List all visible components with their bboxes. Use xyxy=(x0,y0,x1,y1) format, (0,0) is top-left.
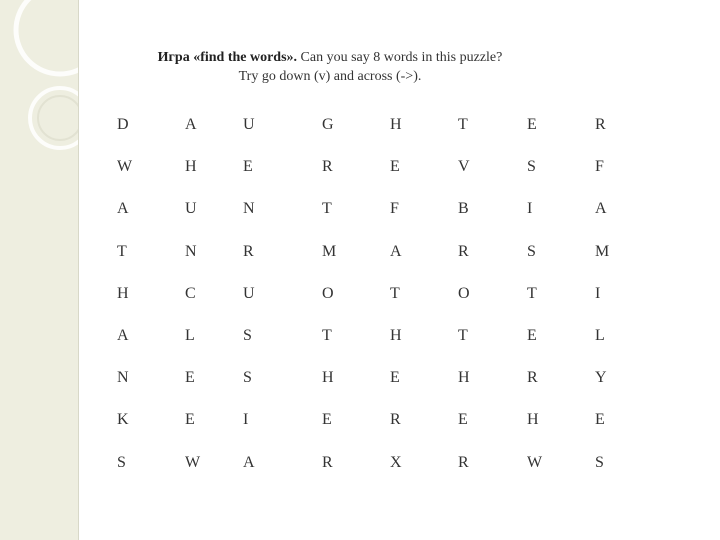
grid-letter: F xyxy=(595,158,604,176)
grid-letter: N xyxy=(117,369,129,387)
grid-letter: N xyxy=(243,200,255,218)
decorative-side-panel xyxy=(0,0,79,540)
grid-letter: R xyxy=(322,453,333,471)
grid-letter: R xyxy=(458,453,469,471)
grid-letter: A xyxy=(243,453,255,471)
grid-letter: E xyxy=(322,411,332,429)
grid-letter: R xyxy=(595,116,606,133)
grid-letter: I xyxy=(595,284,601,302)
grid-letter: H xyxy=(390,327,402,344)
grid-letter: H xyxy=(527,411,539,429)
grid-letter: E xyxy=(595,411,605,429)
grid-row xyxy=(117,197,637,221)
grid-letter: T xyxy=(458,116,468,133)
grid-letter: S xyxy=(117,453,126,471)
grid-letter: H xyxy=(117,284,129,302)
grid-letter: U xyxy=(185,200,197,218)
grid-letter: T xyxy=(390,284,400,302)
puzzle-question: Can you say 8 words in this puzzle? xyxy=(297,50,503,65)
grid-letter: E xyxy=(458,411,468,429)
grid-row xyxy=(117,324,637,348)
grid-row xyxy=(117,451,637,475)
grid-letter: O xyxy=(458,284,470,302)
grid-letter: X xyxy=(390,453,402,471)
grid-row xyxy=(117,240,637,264)
grid-letter: E xyxy=(527,327,537,344)
grid-letter: T xyxy=(117,242,127,260)
decorative-rings-icon xyxy=(0,0,78,200)
grid-letter: A xyxy=(390,242,402,260)
grid-letter: R xyxy=(322,158,333,176)
grid-letter: W xyxy=(185,453,201,471)
grid-letter: E xyxy=(390,158,400,176)
grid-letter: U xyxy=(243,284,255,302)
puzzle-instruction: Try go down (v) and across (->). xyxy=(238,69,422,84)
grid-row xyxy=(117,366,637,390)
grid-letter: L xyxy=(595,327,605,344)
grid-letter: E xyxy=(527,116,537,133)
grid-letter: Y xyxy=(595,369,607,387)
grid-letter: E xyxy=(185,411,195,429)
grid-letter: M xyxy=(595,242,610,260)
grid-letter: M xyxy=(322,242,337,260)
grid-letter: S xyxy=(527,242,536,260)
grid-letter: K xyxy=(117,411,129,429)
grid-letter: N xyxy=(185,242,197,260)
grid-letter: W xyxy=(117,158,133,176)
grid-letter: R xyxy=(527,369,538,387)
grid-letter: W xyxy=(527,453,543,471)
grid-letter: E xyxy=(243,158,253,176)
grid-letter: U xyxy=(243,116,255,133)
grid-letter: B xyxy=(458,200,469,218)
grid-letter: R xyxy=(390,411,401,429)
grid-letter: G xyxy=(322,116,334,133)
grid-letter: I xyxy=(527,200,533,218)
grid-letter: E xyxy=(185,369,195,387)
grid-letter: T xyxy=(322,200,332,218)
puzzle-title-line xyxy=(100,48,560,67)
grid-letter: V xyxy=(458,158,470,176)
grid-letter: O xyxy=(322,284,334,302)
grid-letter: H xyxy=(390,116,402,133)
grid-letter: E xyxy=(390,369,400,387)
grid-letter: S xyxy=(243,369,252,387)
grid-letter: L xyxy=(185,327,195,344)
grid-row xyxy=(117,113,637,137)
grid-letter: A xyxy=(117,327,129,344)
grid-letter: A xyxy=(185,116,197,133)
grid-letter: F xyxy=(390,200,399,218)
grid-letter: H xyxy=(458,369,470,387)
grid-letter: C xyxy=(185,284,196,302)
puzzle-header xyxy=(100,48,560,86)
grid-letter: S xyxy=(527,158,536,176)
grid-letter: R xyxy=(243,242,254,260)
grid-letter: S xyxy=(595,453,604,471)
grid-row xyxy=(117,155,637,179)
grid-row xyxy=(117,408,637,432)
grid-letter: T xyxy=(458,327,468,344)
grid-letter: H xyxy=(322,369,334,387)
grid-letter: A xyxy=(595,200,607,218)
game-title: Игра «find the words». xyxy=(157,50,298,65)
grid-letter: T xyxy=(527,284,537,302)
grid-letter: H xyxy=(185,158,197,176)
grid-letter: T xyxy=(322,327,332,344)
grid-letter: I xyxy=(243,411,249,429)
grid-row xyxy=(117,282,637,306)
grid-letter: A xyxy=(117,200,129,218)
grid-letter: S xyxy=(243,327,252,344)
grid-letter: D xyxy=(117,116,129,133)
grid-letter: R xyxy=(458,242,469,260)
